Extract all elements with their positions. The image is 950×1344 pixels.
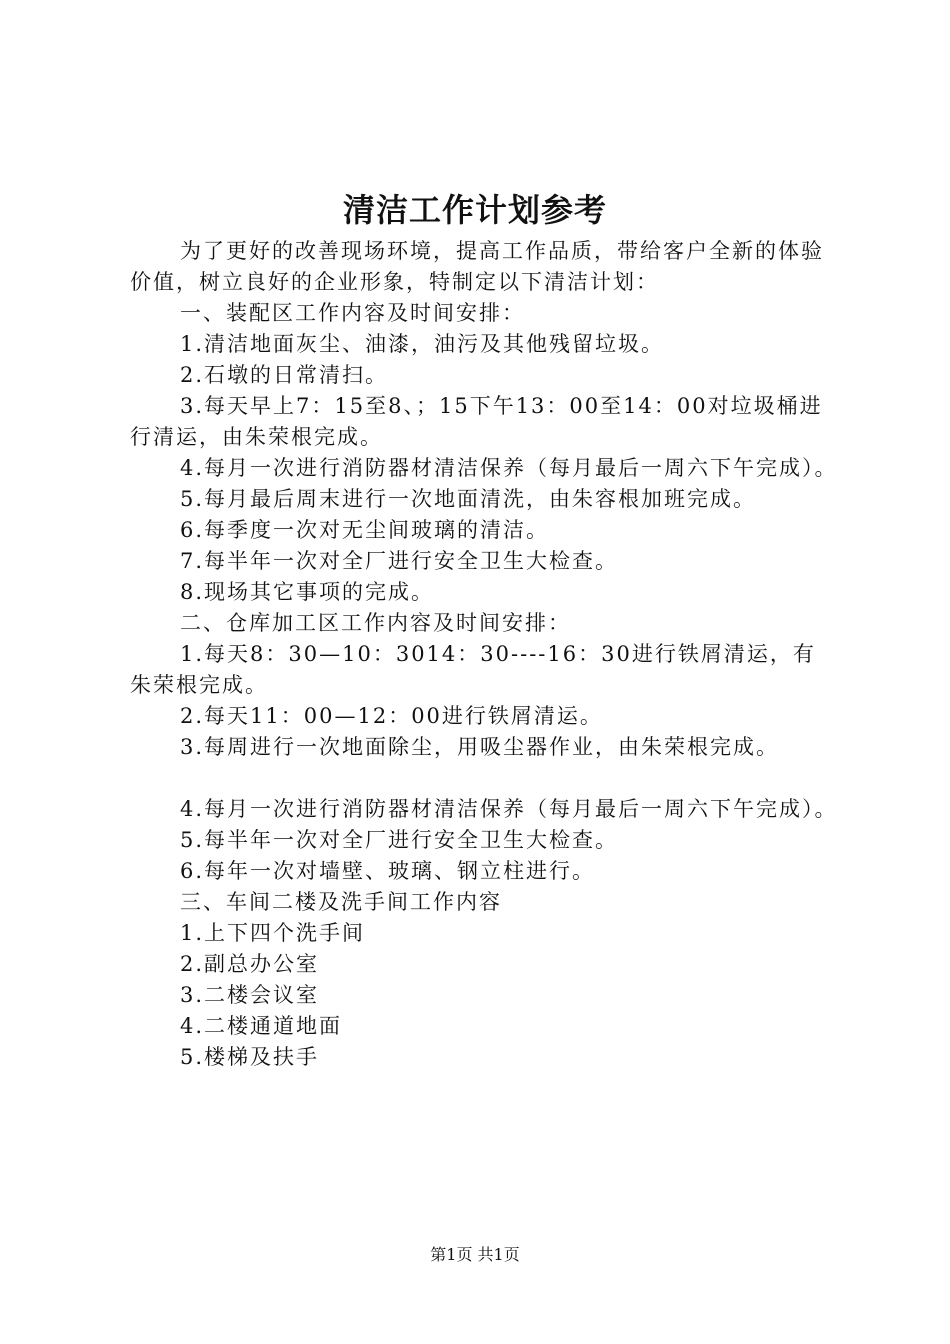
section-heading-second-floor: 三、车间二楼及洗手间工作内容 <box>180 890 502 914</box>
list-item: 4.每月一次进行消防器材清洁保养（每月最后一周六下午完成）。 <box>180 797 838 821</box>
section-heading-warehouse: 二、仓库加工区工作内容及时间安排： <box>180 611 571 635</box>
list-item: 2.每天11：00—12：00进行铁屑清运。 <box>180 704 603 728</box>
list-item: 5.楼梯及扶手 <box>180 1045 320 1069</box>
list-item: 6.每年一次对墙壁、玻璃、钢立柱进行。 <box>180 859 596 883</box>
list-item: 1.每天8：30—10：3014：30----16：30进行铁屑清运，有朱荣根完成。 <box>130 642 816 697</box>
section-heading-assembly: 一、装配区工作内容及时间安排： <box>180 301 525 325</box>
list-item: 8.现场其它事项的完成。 <box>180 580 435 604</box>
list-item: 5.每月最后周末进行一次地面清洗，由朱容根加班完成。 <box>180 487 757 511</box>
list-item: 2.副总办公室 <box>180 952 320 976</box>
list-item: 7.每半年一次对全厂进行安全卫生大检查。 <box>180 549 619 573</box>
list-item: 5.每半年一次对全厂进行安全卫生大检查。 <box>180 828 619 852</box>
list-item: 3.二楼会议室 <box>180 983 320 1007</box>
list-item: 6.每季度一次对无尘间玻璃的清洁。 <box>180 518 550 542</box>
list-item: 4.二楼通道地面 <box>180 1014 343 1038</box>
document-title: 清洁工作计划参考 <box>342 191 607 229</box>
page-footer: 第1页 共1页 <box>430 1245 520 1264</box>
intro-paragraph: 为了更好的改善现场环境，提高工作品质，带给客户全新的体验价值，树立良好的企业形象，特制定以下清洁计划： <box>130 239 824 294</box>
list-item: 2.石墩的日常清扫。 <box>180 363 389 387</box>
list-item: 3.每天早上7：15至8、；15下午13：00至14：00对垃圾桶进行清运，由朱荣根完成。 <box>130 394 823 449</box>
list-item: 3.每周进行一次地面除尘，用吸尘器作业，由朱荣根完成。 <box>180 735 780 759</box>
document-body <box>130 236 838 1073</box>
list-item: 1.清洁地面灰尘、油漆，油污及其他残留垃圾。 <box>180 332 665 356</box>
list-item: 1.上下四个洗手间 <box>180 921 366 945</box>
list-item: 4.每月一次进行消防器材清洁保养（每月最后一周六下午完成）。 <box>180 456 838 480</box>
